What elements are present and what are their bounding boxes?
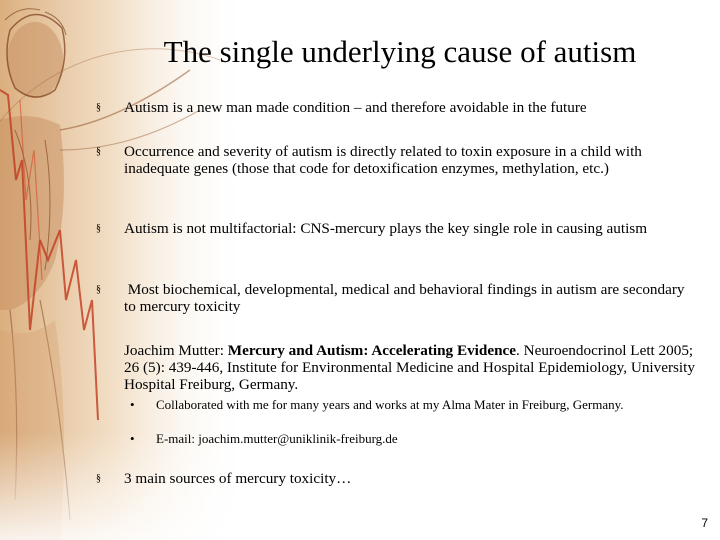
bullet-marker: § bbox=[96, 473, 101, 484]
bullet-marker: § bbox=[96, 146, 101, 157]
sub-bullet-item: E-mail: joachim.mutter@uniklinik-freiburg.de bbox=[156, 431, 398, 446]
page-number: 7 bbox=[701, 516, 708, 530]
sub-bullet-marker: • bbox=[130, 397, 135, 412]
bullet-marker: § bbox=[96, 223, 101, 234]
reference-title: Mercury and Autism: Accelerating Evidence bbox=[227, 342, 517, 359]
reference-citation: . Neuroendocrinol Lett 2005; 26 (5): 439-446, Institute for Environmental Medicine and Hospital Epidemiology, University Hospital Freiburg, Germany. bbox=[124, 342, 695, 393]
slide-title: The single underlying cause of autism bbox=[163, 34, 637, 69]
bullet-item: Autism is a new man made condition – and therefore avoidable in the future bbox=[124, 99, 587, 116]
bullet-marker: § bbox=[96, 102, 101, 113]
reference-block bbox=[124, 343, 704, 393]
sub-bullet-item: Collaborated with me for many years and works at my Alma Mater in Freiburg, Germany. bbox=[156, 397, 624, 412]
sub-bullet-marker: • bbox=[130, 431, 135, 446]
bullet-item: Occurrence and severity of autism is directly related to toxin exposure in a child with inadequate genes (those that code for detoxification enzymes, methylation, etc.) bbox=[124, 143, 642, 177]
reference-author: Joachim Mutter: bbox=[124, 342, 228, 359]
bullet-item: Most biochemical, developmental, medical and behavioral findings in autism are secondary to mercury toxicity bbox=[124, 281, 689, 315]
bullet-item: 3 main sources of mercury toxicity… bbox=[124, 470, 352, 487]
bullet-marker: § bbox=[96, 284, 101, 295]
bullet-item: Autism is not multifactorial: CNS-mercury plays the key single role in causing autism bbox=[124, 220, 648, 237]
